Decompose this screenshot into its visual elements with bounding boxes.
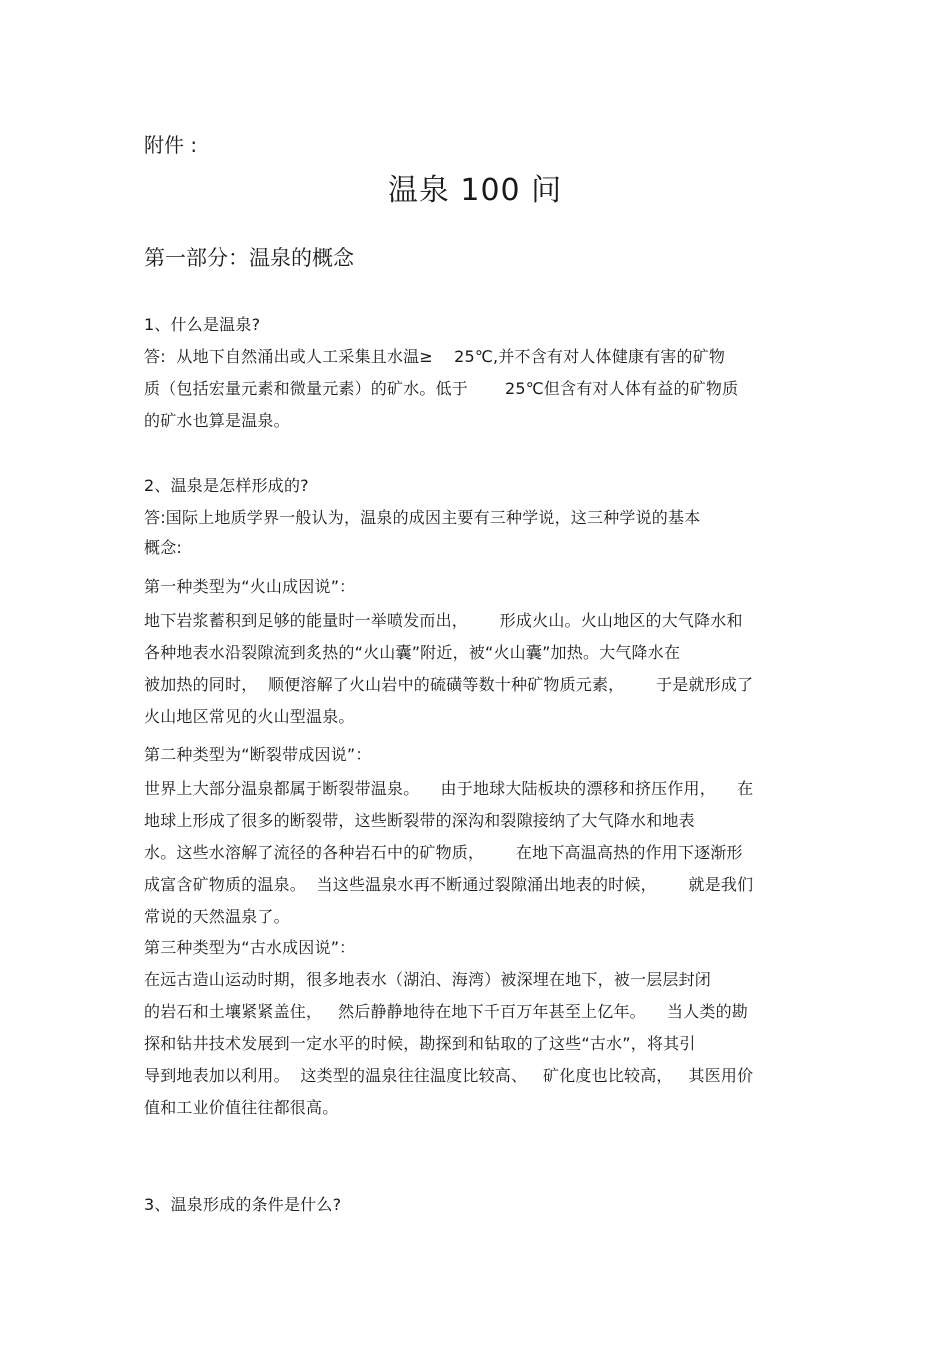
type-2-text-line: 地球上形成了很多的断裂带，这些断裂带的深沟和裂隙接纳了大气降水和地表 [144,811,695,830]
answer-1-line: 答: 从地下自然涌出或人工采集且水温≥ 25℃,并不含有对人体健康有害的矿物 [144,347,726,366]
type-2-heading: 第二种类型为“断裂带成因说”： [144,745,372,764]
answer-2-intro-line: 概念: [144,538,182,557]
type-2-text-line: 常说的天然温泉了。 [144,907,290,926]
section-heading: 第一部分：温泉的概念 [144,246,354,270]
type-2-text-line: 世界上大部分温泉都属于断裂带温泉。 由于地球大陆板块的漂移和挤压作用， 在 [144,779,754,798]
type-3-text-line: 的岩石和土壤紧紧盖住， 然后静静地待在地下千百万年甚至上亿年。 当人类的勘 [144,1002,749,1021]
type-3-heading: 第三种类型为“古水成因说”： [144,938,356,957]
type-3-text-line: 导到地表加以利用。 这类型的温泉往往温度比较高、 矿化度也比较高， 其医用价 [144,1066,754,1085]
type-3-text-line: 在远古造山运动时期，很多地表水（湖泊、海湾）被深埋在地下，被一层层封闭 [144,970,712,989]
attachment-label: 附件 : [144,133,198,157]
type-1-heading: 第一种类型为“火山成因说”： [144,577,356,596]
type-1-text-line: 被加热的同时， 顺便溶解了火山岩中的硫磺等数十种矿物质元素， 于是就形成了 [144,675,754,694]
question-1: 1、什么是温泉? [144,315,261,334]
type-2-text-line: 成富含矿物质的温泉。 当这些温泉水再不断通过裂隙涌出地表的时候， 就是我们 [144,875,754,894]
type-1-text-line: 地下岩浆蓄积到足够的能量时一举喷发而出， 形成火山。火山地区的大气降水和 [144,611,743,630]
answer-1-line: 的矿水也算是温泉。 [144,411,290,430]
question-3: 3、温泉形成的条件是什么? [144,1195,342,1214]
type-1-text-line: 火山地区常见的火山型温泉。 [144,707,355,726]
document-title: 温泉 100 问 [387,173,563,208]
question-2: 2、温泉是怎样形成的? [144,476,309,495]
type-2-text-line: 水。这些水溶解了流径的各种岩石中的矿物质， 在地下高温高热的作用下逐渐形 [144,843,743,862]
type-1-text-line: 各种地表水沿裂隙流到炙热的“火山囊”附近，被“火山囊”加热。大气降水在 [144,643,681,662]
type-3-text-line: 值和工业价值往往都很高。 [144,1098,339,1117]
answer-2-intro-line: 答:国际上地质学界一般认为，温泉的成因主要有三种学说，这三种学说的基本 [144,508,701,527]
answer-1-line: 质（包括宏量元素和微量元素）的矿水。低于 25℃但含有对人体有益的矿物质 [144,379,739,398]
type-3-text-line: 探和钻井技术发展到一定水平的时候，勘探到和钻取的了这些“古水”，将其引 [144,1034,696,1053]
